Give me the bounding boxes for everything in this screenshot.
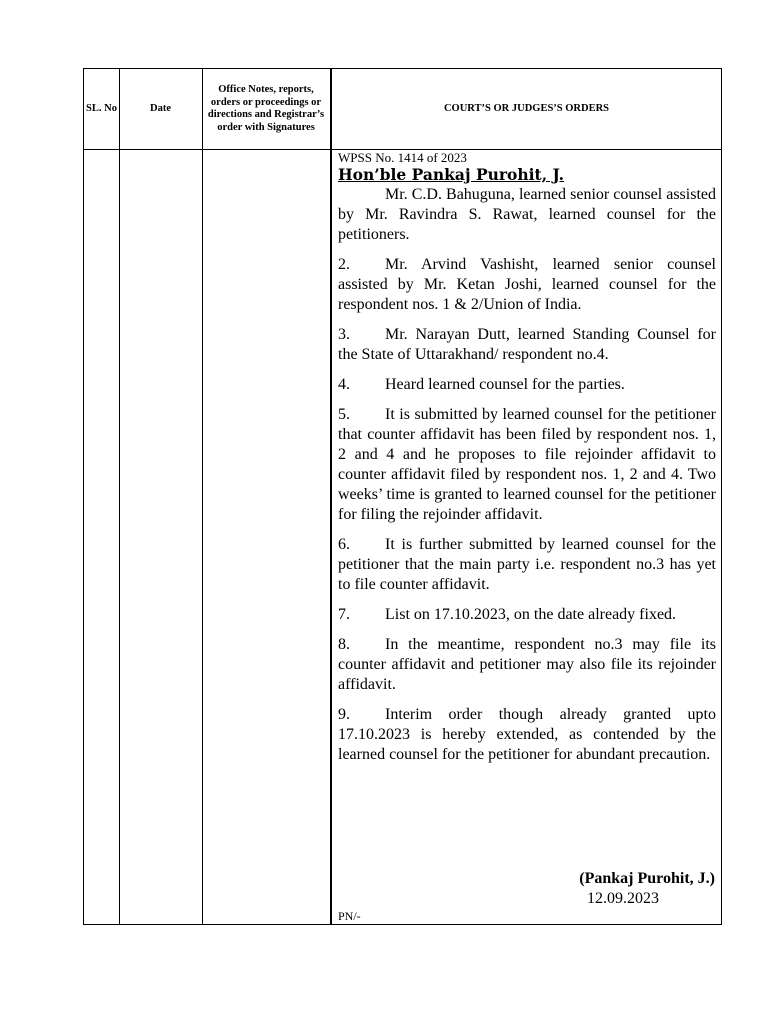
- paragraph-number: 3.: [338, 326, 350, 343]
- header-sl-no: SL. No: [86, 102, 117, 114]
- order-paragraph: [338, 705, 716, 765]
- order-paragraph: [338, 405, 716, 525]
- paragraph-number: 9.: [338, 706, 350, 723]
- column-divider: [202, 69, 203, 924]
- paragraph-number: 8.: [338, 636, 350, 653]
- paragraph-text: List on 17.10.2023, on the date already fixed.: [385, 606, 677, 623]
- paragraph-number: 7.: [338, 606, 350, 623]
- paragraph-text: It is submitted by learned counsel for the petitioner that counter affidavit has been filed by respondent nos. 1, 2 and 4 and he proposes to file rejoinder affidavit to counter affidavit filed by respondent nos. 1, 2 and 4. Two weeks’ time is granted to learned counsel for the petitioner for filing the rejoinder affidavit.: [338, 406, 716, 523]
- signature-name: (Pankaj Purohit, J.): [579, 870, 715, 887]
- initials: PN/-: [338, 909, 361, 923]
- header-office-notes: Office Notes, reports, orders or proceedings or directions and Registrar’s order with Signatures: [207, 84, 325, 133]
- order-paragraph: [338, 635, 716, 695]
- column-divider: [119, 69, 120, 924]
- order-paragraph: [338, 325, 716, 365]
- signature-date: 12.09.2023: [587, 890, 659, 907]
- order-paragraph: [338, 605, 716, 625]
- paragraph-text: In the meantime, respondent no.3 may file its counter affidavit and petitioner may also file its rejoinder affidavit.: [338, 636, 716, 693]
- header-orders: COURT’S OR JUDGES’S ORDERS: [443, 102, 610, 114]
- order-paragraph: [338, 375, 716, 395]
- column-divider: [330, 69, 332, 924]
- header-date: Date: [150, 102, 171, 114]
- orders-column: [338, 150, 716, 775]
- order-paragraph: [338, 255, 716, 315]
- paragraph-text: Mr. Narayan Dutt, learned Standing Counsel for the State of Uttarakhand/ respondent no.4.: [338, 326, 716, 363]
- paragraph-number: 2.: [338, 256, 350, 273]
- case-number: WPSS No. 1414 of 2023: [338, 150, 467, 165]
- paragraph-number: 5.: [338, 406, 350, 423]
- paragraph-number: 6.: [338, 536, 350, 553]
- order-paragraph-1: Mr. C.D. Bahuguna, learned senior counsel assisted by Mr. Ravindra S. Rawat, learned counsel for the petitioners.: [338, 186, 716, 243]
- paragraph-text: Mr. Arvind Vashisht, learned senior counsel assisted by Mr. Ketan Joshi, learned counsel for the respondent nos. 1 & 2/Union of India.: [338, 256, 716, 313]
- order-paragraph: [338, 535, 716, 595]
- paragraph-number: 4.: [338, 376, 350, 393]
- paragraph-text: Heard learned counsel for the parties.: [385, 376, 625, 393]
- order-sheet-table: [83, 68, 722, 925]
- paragraph-text: It is further submitted by learned counsel for the petitioner that the main party i.e. respondent no.3 has yet to file counter affidavit.: [338, 536, 716, 593]
- paragraph-text: Interim order though already granted upto 17.10.2023 is hereby extended, as contended by the learned counsel for the petitioner for abundant precaution.: [338, 706, 716, 763]
- judge-name: Hon’ble Pankaj Purohit, J.: [338, 165, 565, 184]
